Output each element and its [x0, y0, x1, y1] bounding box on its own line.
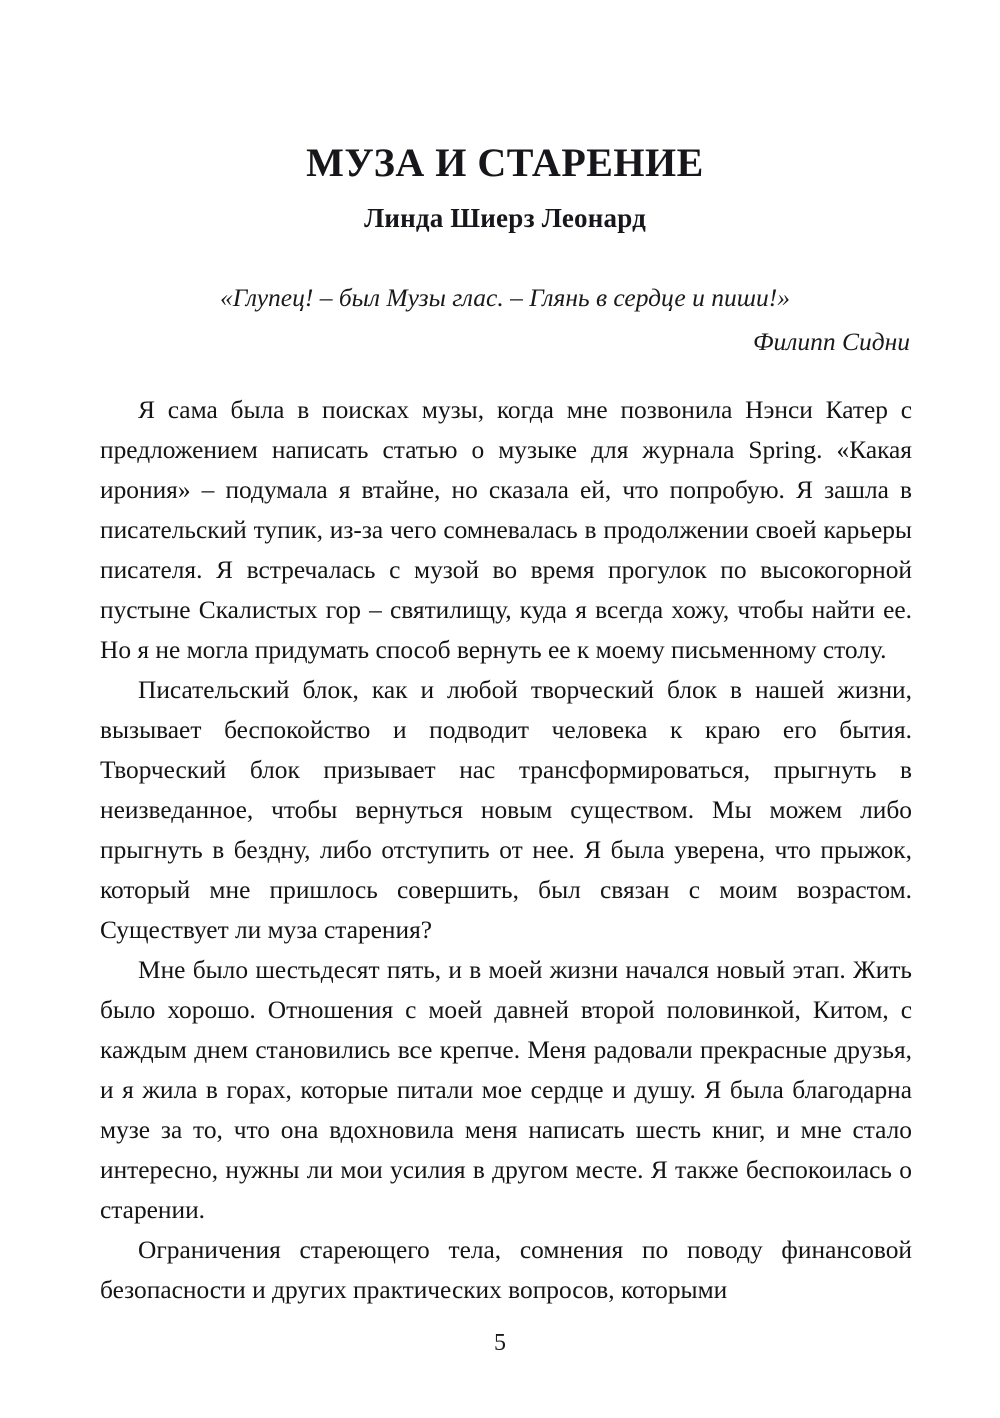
body-text: [100, 390, 912, 1310]
epigraph: [100, 278, 910, 363]
chapter-heading: [100, 142, 910, 234]
page-title: МУЗА И СТАРЕНИЕ: [306, 140, 704, 185]
epigraph-quote: «Глупец! – был Музы глас. – Глянь в сердце и пиши!»: [220, 283, 790, 312]
paragraph: Я сама была в поисках музы, когда мне позвонила Нэнси Катер с предложением написать статью о музыке для журнала Spring. «Какая ирония» – подумала я втайне, но сказала ей, что попробую. Я зашла в писательский тупик, из-за чего сомневалась в продолжении своей карьеры писателя. Я встречалась с музой во время прогулок по высокогорной пустыне Скалистых гор – святилищу, куда я всегда хожу, чтобы найти ее. Но я не могла придумать способ вернуть ее к моему письменному столу.: [100, 396, 912, 664]
epigraph-source: Филипп Сидни: [752, 327, 910, 357]
paragraph: Писательский блок, как и любой творческий блок в нашей жизни, вызывает беспокойство и подводит человека к краю его бытия. Творческий блок призывает нас трансформироваться, прыгнуть в неизведанное, чтобы вернуться новым существом. Мы можем либо прыгнуть в бездну, либо отступить от нее. Я была уверена, что прыжок, который мне пришлось совершить, был связан с моим возрастом. Существует ли муза старения?: [100, 676, 912, 944]
page-number: 5: [494, 1330, 506, 1356]
chapter-author: Линда Шиерз Леонард: [364, 203, 646, 233]
paragraph: Мне было шестьдесят пять, и в моей жизни начался новый этап. Жить было хорошо. Отношения с моей давней второй половинкой, Китом, с каждым днем становились все крепче. Меня радовали прекрасные друзья, и я жила в горах, которые питали мое сердце и душу. Я была благодарна музе за то, что она вдохновила меня написать шесть книг, и мне стало интересно, нужны ли мои усилия в другом месте. Я также беспокоилась о старении.: [100, 956, 912, 1224]
paragraph: Ограничения стареющего тела, сомнения по поводу финансовой безопасности и других практических вопросов, которыми: [100, 1236, 912, 1304]
